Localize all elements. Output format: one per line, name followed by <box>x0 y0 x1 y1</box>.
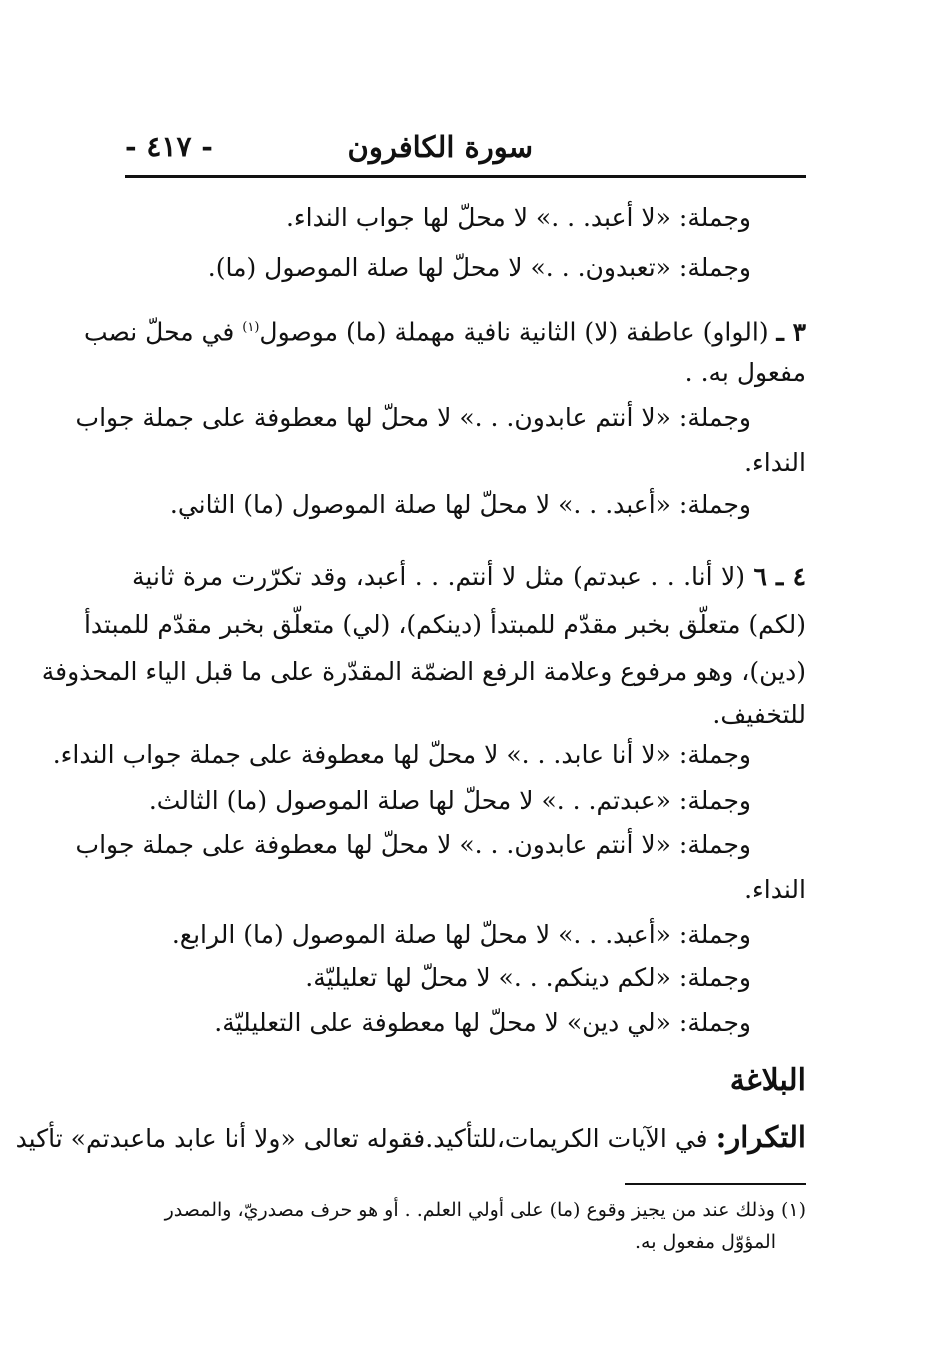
text-line: وجملة: «تعبدون. . .» لا محلّ لها صلة الموصول (ما). <box>207 253 751 282</box>
text-line: وجملة: «لا أنا عابد. . .» لا محلّ لها معطوفة على جملة جواب النداء. <box>52 740 751 769</box>
text-line: النداء. <box>744 448 806 477</box>
text-line: وجملة: «لا أنتم عابدون. . .» لا محلّ لها معطوفة على جملة جواب <box>75 403 751 432</box>
text-line: وجملة: «لا أنتم عابدون. . .» لا محلّ لها معطوفة على جملة جواب <box>75 830 751 859</box>
text-line: وجملة: «عبدتم. . .» لا محلّ لها صلة الموصول (ما) الثالث. <box>148 786 751 815</box>
text-line: (دين)، وهو مرفوع وعلامة الرفع الضمّة المقدّرة على ما قبل الياء المحذوفة <box>41 657 806 686</box>
running-header <box>125 130 805 170</box>
paragraph-number: ٤ ـ ٦ <box>753 562 807 591</box>
paragraph-text: (لا أنا. . . عبدتم) مثل لا أنتم. . . أعبد، وقد تكرّرت مرة ثانية <box>132 562 745 591</box>
text-line: وجملة: «لي دين» لا محلّ لها معطوفة على التعليليّة. <box>214 1008 751 1037</box>
footnote-line: (١) وذلك عند من يجيز وقوع (ما) على أولي العلم. . أو هو حرف مصدريّ، والمصدر <box>164 1199 806 1221</box>
text-line: وجملة: «أعبد. . .» لا محلّ لها صلة الموصول (ما) الثاني. <box>169 490 751 519</box>
header-rule <box>125 175 806 178</box>
text-line: (لكم) متعلّق بخبر مقدّم للمبتدأ (دينكم)، (لي) متعلّق بخبر مقدّم للمبتدأ <box>83 610 806 639</box>
page-number: - ٤١٧ - <box>125 130 213 163</box>
text-line: وجملة: «لا أعبد. . .» لا محلّ لها جواب النداء. <box>285 203 751 232</box>
paragraph-number: ٣ ـ <box>776 317 806 347</box>
text-line: للتخفيف. <box>712 700 806 729</box>
footnote-rule <box>625 1183 806 1185</box>
text-line: وجملة: «لكم دينكم. . .» لا محلّ لها تعليليّة. <box>305 963 751 992</box>
text-line: النداء. <box>744 875 806 904</box>
paragraph-text: في محلّ نصب <box>84 317 243 347</box>
rhetoric-keyword: التكرار: <box>715 1120 806 1154</box>
footnote-marker: (١) <box>242 320 260 335</box>
paragraph-text: (الواو) عاطفة (لا) الثانية نافية مهملة (ما) موصول <box>259 317 769 347</box>
text-line: وجملة: «أعبد. . .» لا محلّ لها صلة الموصول (ما) الرابع. <box>171 920 751 949</box>
paragraph-line <box>132 562 806 592</box>
footnote-line: المؤوّل مفعول به. <box>634 1231 776 1253</box>
section-line <box>15 1120 806 1154</box>
surah-title: سورة الكافرون <box>347 130 533 164</box>
text-line: مفعول به. . <box>684 358 806 387</box>
section-heading: البلاغة <box>729 1063 806 1098</box>
section-text: في الآيات الكريمات،للتأكيد.فقوله تعالى «ولا أنا عابد ماعبدتم» تأكيد <box>15 1124 716 1153</box>
paragraph-line <box>84 313 806 347</box>
